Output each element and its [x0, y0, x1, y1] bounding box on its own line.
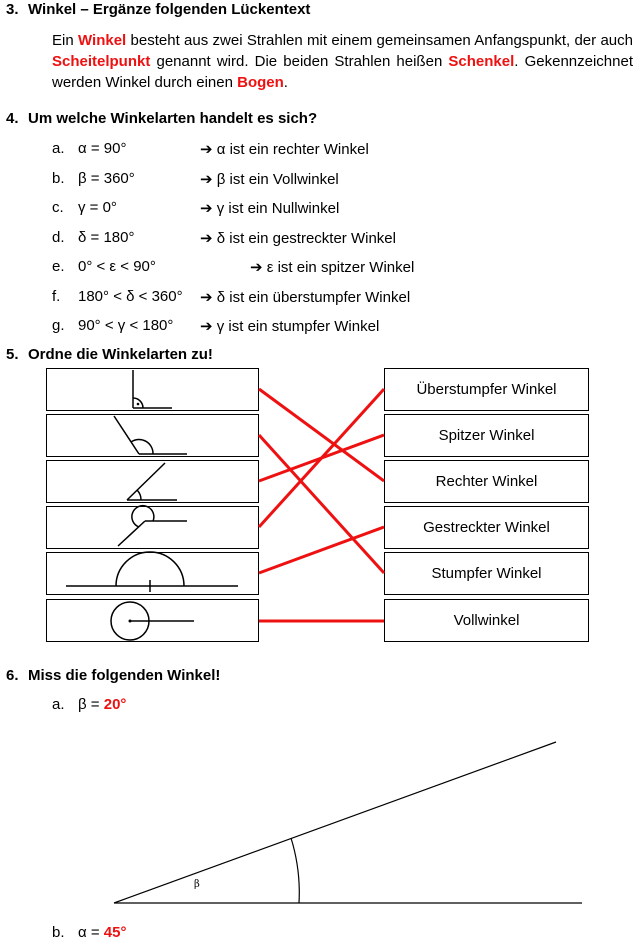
word-label: Spitzer Winkel	[438, 427, 535, 444]
q4-row-condition: 180° < δ < 360°	[78, 288, 183, 305]
q4-title-text: Um welche Winkelarten handelt es sich?	[28, 110, 318, 127]
q6-b-label: b.	[52, 924, 65, 941]
q3-answer-scheitelpunkt: Scheitelpunkt	[52, 53, 151, 70]
q3-title-text: Winkel – Ergänze folgenden Lückentext	[28, 1, 311, 18]
q3-text-1: Ein	[52, 32, 78, 49]
q4-row-condition: β = 360°	[78, 170, 135, 187]
q4-row-label: c.	[52, 199, 64, 216]
q6-b-var: α =	[78, 924, 104, 941]
q3-text-3: genannt wird. Die beiden Strahlen heißen	[150, 53, 449, 70]
q4-row-label: b.	[52, 170, 65, 187]
q4-row-condition: α = 90°	[78, 140, 127, 157]
q3-answer-bogen: Bogen	[237, 74, 284, 91]
q4-number: 4.	[6, 110, 19, 127]
q4-row-label: g.	[52, 317, 65, 334]
q3-text-5: .	[283, 74, 288, 91]
q6-a-value: 20°	[103, 696, 127, 713]
q4-row-condition: γ = 0°	[78, 199, 117, 216]
q6-a-label: a.	[52, 696, 65, 713]
q6-b-expression	[78, 924, 126, 941]
q3-answer-winkel: Winkel	[78, 32, 127, 49]
q6-b-value: 45°	[103, 924, 127, 941]
word-label: Überstumpfer Winkel	[416, 381, 557, 398]
q3-text-4: . Gekennzeichnet werden Winkel durch einen	[52, 53, 633, 91]
word-label: Stumpfer Winkel	[431, 565, 542, 582]
q5-title-text: Ordne die Winkelarten zu!	[28, 346, 213, 363]
q3-number: 3.	[6, 1, 19, 18]
word-label: Gestreckter Winkel	[423, 519, 550, 536]
q4-row-answer: ➔ δ ist ein überstumpfer Winkel	[200, 289, 411, 306]
q3-text-2: besteht aus zwei Strahlen mit einem gemeinsamen Anfangspunkt, der auch	[126, 32, 633, 49]
q4-row-label: e.	[52, 258, 65, 275]
angle-beta-label: β	[194, 879, 200, 890]
q4-row-answer: ➔ ε ist ein spitzer Winkel	[250, 259, 415, 276]
q5-number: 5.	[6, 346, 19, 363]
q6-number: 6.	[6, 667, 19, 684]
q4-row-label: d.	[52, 229, 65, 246]
word-label: Vollwinkel	[453, 612, 520, 629]
q6-title-text: Miss die folgenden Winkel!	[28, 667, 221, 684]
q4-row-condition: 90° < γ < 180°	[78, 317, 174, 334]
q4-row-answer: ➔ δ ist ein gestreckter Winkel	[200, 230, 396, 247]
q3-answer-schenkel: Schenkel	[448, 53, 515, 70]
word-label: Rechter Winkel	[435, 473, 538, 490]
q6-a-var: β =	[78, 696, 104, 713]
q4-row-label: f.	[52, 288, 61, 305]
q4-row-condition: δ = 180°	[78, 229, 135, 246]
q4-row-answer: ➔ β ist ein Vollwinkel	[200, 171, 339, 188]
q4-row-answer: ➔ γ ist ein Nullwinkel	[200, 200, 340, 217]
q4-row-answer: ➔ α ist ein rechter Winkel	[200, 141, 369, 158]
q4-row-answer: ➔ γ ist ein stumpfer Winkel	[200, 318, 380, 335]
q4-row-condition: 0° < ε < 90°	[78, 258, 156, 275]
q4-row-label: a.	[52, 140, 65, 157]
